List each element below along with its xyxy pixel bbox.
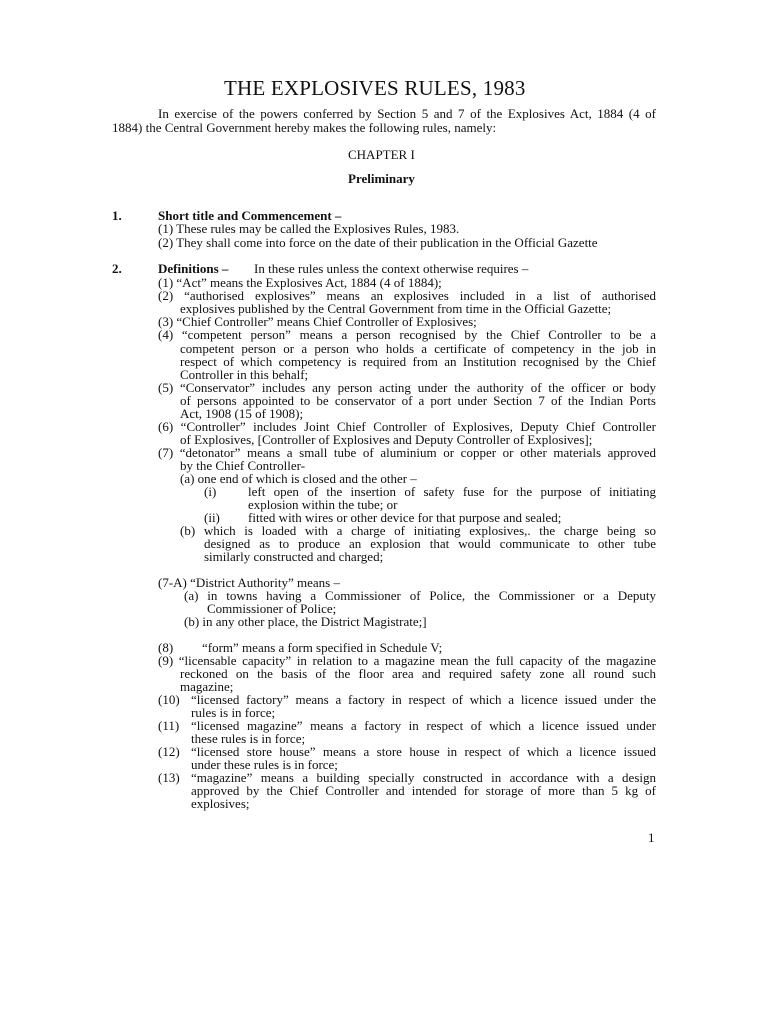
definition-2-line-1: (2) “authorised explosives” means an explosives included in a list of authorised — [158, 288, 656, 303]
definition-7A-sub-b: (b) in any other place, the District Magistrate;] — [184, 614, 427, 629]
definition-5-line-1: (5) “Conservator” includes any person acting under the authority of the officer or body — [158, 380, 656, 395]
definition-2-line-2: explosives published by the Central Government from time in the Official Gazette; — [180, 301, 612, 316]
section-1-clause-1: (1) These rules may be called the Explosives Rules, 1983. — [158, 221, 460, 236]
section-1-number: 1. — [112, 208, 122, 223]
definition-7-line-2: by the Chief Controller- — [180, 458, 306, 473]
definition-13-line-1: “magazine” means a building specially constructed in accordance with a design — [191, 770, 656, 785]
definition-12-line-1: “licensed store house” means a store house in respect of which a licence issued — [191, 744, 656, 759]
section-2-heading: Definitions – — [158, 261, 229, 276]
definition-9-line-2: reckoned on the basis of the floor area and required safety zone all round such — [180, 666, 656, 681]
definition-13-line-3: explosives; — [191, 796, 250, 811]
definition-10-line-1: “licensed factory” means a factory in respect of which a licence issued under the — [191, 692, 656, 707]
definition-4-line-4: Controller in this behalf; — [180, 367, 309, 382]
definition-13-line-2: approved by the Chief Controller and intended for storage of more than 5 kg of — [191, 783, 656, 798]
preamble-line-1: In exercise of the powers conferred by Section 5 and 7 of the Explosives Act, 1884 (4 of — [158, 106, 656, 121]
definition-6-line-2: of Explosives, [Controller of Explosives and Deputy Controller of Explosives]; — [180, 432, 593, 447]
preamble-line-2: 1884) the Central Government hereby makes the following rules, namely: — [112, 120, 497, 135]
definition-11-number: (11) — [158, 718, 180, 733]
section-2-number: 2. — [112, 261, 122, 276]
definition-7-sub-a: (a) one end of which is closed and the other – — [180, 471, 417, 486]
section-2-intro: In these rules unless the context otherwise requires – — [254, 261, 529, 276]
definition-4-line-2: competent person or a person who holds a certificate of competency in the job in — [180, 341, 656, 356]
definition-11-line-1: “licensed magazine” means a factory in respect of which a licence issued under — [191, 718, 656, 733]
definition-4-line-1: (4) “competent person” means a person recognised by the Chief Controller to be a — [158, 327, 656, 342]
definition-6-line-1: (6) “Controller” includes Joint Chief Controller of Explosives, Deputy Chief Controller — [158, 419, 656, 434]
definition-7-sub-i-number: (i) — [204, 484, 217, 499]
definition-7-sub-ii-number: (ii) — [204, 510, 220, 525]
definition-7-sub-i-line-2: explosion within the tube; or — [248, 497, 398, 512]
chapter-subtitle: Preliminary — [348, 171, 415, 186]
definition-1: (1) “Act” means the Explosives Act, 1884 (4 of 1884); — [158, 275, 442, 290]
definition-7-sub-b-line-3: similarly constructed and charged; — [204, 549, 384, 564]
definition-12-line-2: under these rules is in force; — [191, 757, 338, 772]
definition-11-line-2: these rules is in force; — [191, 731, 306, 746]
definition-7A: (7-A) “District Authority” means – — [158, 575, 340, 590]
section-1-clause-2: (2) They shall come into force on the date of their publication in the Official Gazette — [158, 235, 598, 250]
definition-7A-sub-a-line-2: Commissioner of Police; — [207, 601, 337, 616]
definition-3: (3) “Chief Controller” means Chief Controller of Explosives; — [158, 314, 477, 329]
definition-10-number: (10) — [158, 692, 180, 707]
definition-7-line-1: (7) “detonator” means a small tube of aluminium or copper or other materials approved — [158, 445, 656, 460]
document-title: THE EXPLOSIVES RULES, 1983 — [224, 76, 526, 100]
definition-10-line-2: rules is in force; — [191, 705, 276, 720]
definition-7-sub-i-line-1: left open of the insertion of safety fuse for the purpose of initiating — [248, 484, 656, 499]
definition-9-line-1: (9) “licensable capacity” in relation to a magazine mean the full capacity of the magazine — [158, 653, 656, 668]
definition-8-number: (8) — [158, 640, 174, 655]
definition-8: “form” means a form specified in Schedule V; — [202, 640, 443, 655]
definition-9-line-3: magazine; — [180, 679, 234, 694]
definition-12-number: (12) — [158, 744, 180, 759]
definition-7-sub-b-line-1: (b) which is loaded with a charge of initiating explosives,. the charge being so — [180, 523, 656, 538]
definition-7-sub-ii: fitted with wires or other device for that purpose and sealed; — [248, 510, 562, 525]
definition-7A-sub-a-line-1: (a) in towns having a Commissioner of Police, the Commissioner or a Deputy — [184, 588, 656, 603]
definition-5-line-3: Act, 1908 (15 of 1908); — [180, 406, 304, 421]
chapter-heading: CHAPTER I — [348, 147, 415, 162]
definition-13-number: (13) — [158, 770, 180, 785]
section-1-heading: Short title and Commencement – — [158, 208, 342, 223]
definition-5-line-2: of persons appointed to be conservator of a port under Section 7 of the Indian Ports — [180, 393, 656, 408]
definition-7-sub-b-line-2: designed as to produce an explosion that would communicate to other tube — [204, 536, 656, 551]
page-number: 1 — [648, 830, 655, 845]
definition-4-line-3: respect of which competency is required from an Institution recognised by the Chief — [180, 354, 656, 369]
